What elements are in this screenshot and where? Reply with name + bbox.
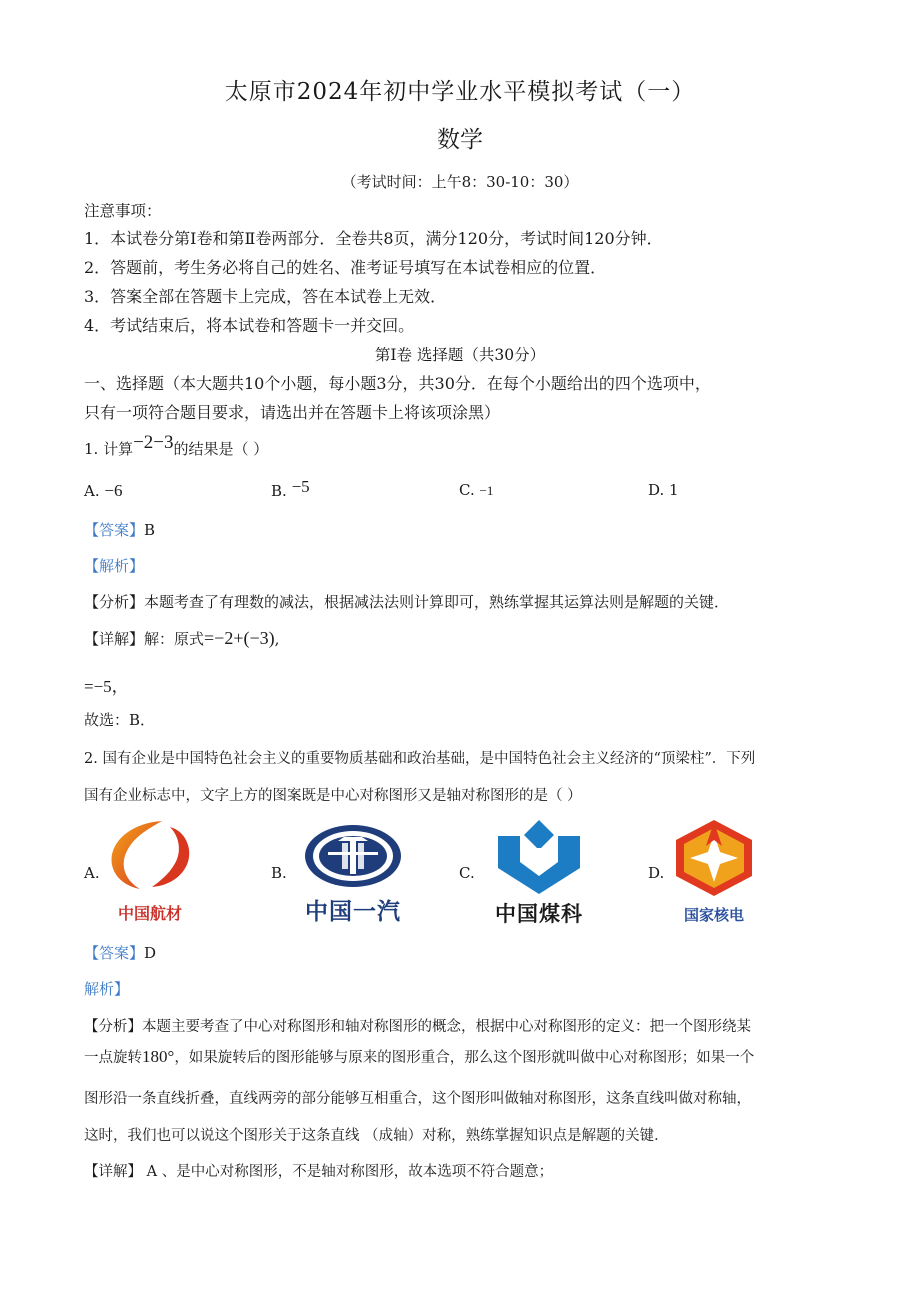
q2-detail: 【详解】 A 、是中心对称图形，不是轴对称图形，故本选项不符合题意； bbox=[84, 1164, 554, 1180]
q2-stem-line2: 国有企业标志中，文字上方的图案既是中心对称图形又是轴对称图形的是（ ） bbox=[84, 788, 582, 804]
q1-option-c bbox=[459, 481, 493, 499]
option-label: A. bbox=[84, 482, 100, 500]
q1-expression: −2−3 bbox=[133, 432, 174, 453]
section-title: 第Ⅰ卷 选择题（共30分） bbox=[374, 346, 546, 364]
q2-option-d-label: D. bbox=[648, 864, 665, 882]
logo-text: 国家核电 bbox=[683, 906, 744, 924]
angle-value: 180° bbox=[142, 1047, 175, 1066]
answer-value: B bbox=[144, 521, 156, 539]
q1-detail bbox=[84, 628, 279, 649]
q2-fenxi-line1: 【分析】本题主要考查了中心对称图形和轴对称图形的概念，根据中心对称图形的定义：把一个图形绕某 bbox=[84, 1019, 751, 1035]
q2-analysis-tag: 解析】 bbox=[84, 980, 130, 998]
nuclear-star-icon bbox=[668, 818, 760, 898]
faw-emblem-icon bbox=[292, 823, 414, 889]
q2-option-b-logo bbox=[292, 823, 414, 923]
q1-analysis-tag: 【解析】 bbox=[84, 557, 145, 575]
answer-value: D bbox=[144, 944, 157, 962]
note-item-1: 1．本试卷分第Ⅰ卷和第Ⅱ卷两部分．全卷共8页，满分120分，考试时间120分钟． bbox=[84, 229, 663, 248]
answer-tag: 【答案】 bbox=[84, 944, 145, 962]
q1-choose: 故选：B． bbox=[84, 711, 156, 729]
q1-option-a bbox=[84, 481, 122, 501]
q2-option-c-label: C. bbox=[459, 864, 475, 882]
q1-prefix: 1. 计算 bbox=[84, 440, 134, 458]
option-value: −6 bbox=[104, 481, 123, 500]
exam-time: （考试时间：上午8：30-10：30） bbox=[341, 173, 579, 191]
q2-fenxi-line2 bbox=[84, 1046, 754, 1067]
q1-fenxi: 【分析】本题考查了有理数的减法，根据减法法则计算即可，熟练掌握其运算法则是解题的关键． bbox=[84, 593, 730, 611]
section-instructions-1: 一、选择题（本大题共10个小题，每小题3分，共30分．在每个小题给出的四个选项中， bbox=[84, 374, 711, 393]
option-label: C. bbox=[459, 481, 475, 499]
q2-option-a-label: A. bbox=[84, 864, 100, 882]
question-1 bbox=[84, 432, 269, 460]
note-item-4: 4．考试结束后，将本试卷和答题卡一并交回。 bbox=[84, 316, 415, 335]
q1-option-d bbox=[648, 481, 679, 499]
option-value: −1 bbox=[479, 483, 494, 498]
detail-prefix: 【详解】解：原式 bbox=[84, 630, 205, 648]
q2-option-d-logo bbox=[668, 818, 760, 926]
subject-title: 数学 bbox=[437, 127, 483, 153]
option-value: 1 bbox=[669, 481, 679, 499]
q1-step2: =−5， bbox=[84, 677, 129, 696]
q2-answer bbox=[84, 942, 156, 963]
q2-stem-line1: 2. 国有企业是中国特色社会主义的重要物质基础和政治基础，是中国特色社会主义经济的“顶梁柱”．下列 bbox=[84, 751, 756, 767]
note-item-3: 3．答案全部在答题卡上完成，答在本试卷上无效． bbox=[84, 287, 447, 306]
option-value: −5 bbox=[291, 477, 310, 496]
option-label: D. bbox=[648, 481, 665, 499]
aviation-swoosh-icon bbox=[100, 815, 200, 895]
notes-heading: 注意事项： bbox=[84, 202, 162, 220]
q2-option-c-logo bbox=[480, 818, 598, 926]
logo-text: 中国航材 bbox=[117, 904, 182, 923]
fenxi-text: ，如果旋转后的图形能够与原来的图形重合，那么这个图形就叫做中心对称图形；如果一个 bbox=[174, 1050, 755, 1066]
logo-text: 中国煤科 bbox=[495, 902, 583, 926]
q1-suffix: 的结果是（ ） bbox=[173, 440, 269, 458]
q2-option-a-logo bbox=[100, 815, 200, 927]
logo-text: 中国一汽 bbox=[305, 899, 401, 925]
detail-tail: , bbox=[274, 630, 280, 648]
fenxi-text: 一点旋转 bbox=[84, 1050, 142, 1066]
note-item-2: 2．答题前，考生务必将自己的姓名、准考证号填写在本试卷相应的位置． bbox=[84, 258, 607, 277]
q1-answer bbox=[84, 519, 155, 540]
option-label: B. bbox=[271, 482, 287, 500]
answer-tag: 【答案】 bbox=[84, 521, 145, 539]
exam-title: 太原市2024年初中学业水平模拟考试（一） bbox=[224, 79, 696, 105]
detail-expression: =−2+(−3) bbox=[204, 628, 275, 648]
q2-fenxi-line4: 这时，我们也可以说这个图形关于这条直线 （成轴）对称，熟练掌握知识点是解题的关键． bbox=[84, 1128, 669, 1144]
coal-science-emblem-icon bbox=[480, 818, 598, 894]
q1-option-b bbox=[271, 477, 310, 501]
section-instructions-2: 只有一项符合题目要求，请选出并在答题卡上将该项涂黑） bbox=[84, 403, 501, 422]
q2-option-b-label: B. bbox=[271, 864, 287, 882]
q2-fenxi-line3: 图形沿一条直线折叠，直线两旁的部分能够互相重合，这个图形叫做轴对称图形，这条直线叫做对称轴， bbox=[84, 1091, 751, 1107]
